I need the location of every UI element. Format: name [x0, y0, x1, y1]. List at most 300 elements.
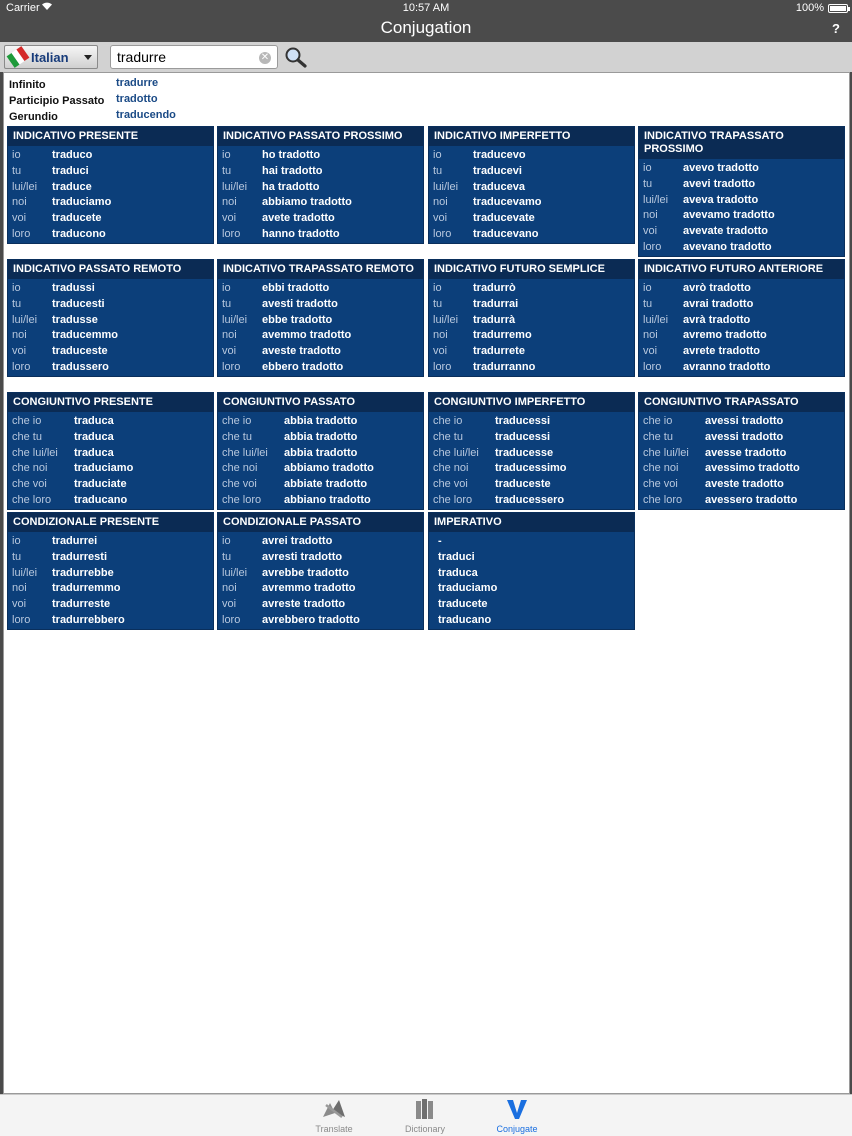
- verb-form: traducevo: [473, 149, 526, 161]
- pronoun: loro: [222, 360, 241, 373]
- language-label: Italian: [31, 49, 69, 65]
- verb-form: traducessi: [495, 415, 551, 427]
- conjugation-row: [429, 211, 634, 227]
- verb-form: avemmo tradotto: [262, 329, 352, 342]
- pronoun: che noi: [433, 462, 469, 475]
- conjugation-row: [8, 597, 213, 613]
- verb-form: avevamo tradotto: [683, 209, 775, 222]
- pronoun: io: [643, 282, 652, 294]
- conjugation-row: [218, 195, 423, 211]
- verb-form: avremmo tradotto: [262, 582, 356, 595]
- pronoun: che loro: [222, 493, 262, 506]
- tense-box: [428, 126, 635, 244]
- tense-box: [217, 126, 424, 244]
- pronoun: tu: [222, 164, 232, 177]
- search-input[interactable]: [117, 48, 257, 66]
- tab-dictionary[interactable]: [395, 1095, 455, 1136]
- conjugation-row: [218, 493, 423, 509]
- pronoun: che lui/lei: [222, 446, 268, 459]
- tense-box: [428, 259, 635, 377]
- pronoun: noi: [433, 329, 448, 342]
- pronoun: loro: [433, 360, 452, 373]
- tab-label: Conjugate: [496, 1124, 538, 1134]
- verb-form: -: [438, 535, 442, 547]
- pronoun: voi: [433, 212, 448, 225]
- pronoun: lui/lei: [12, 180, 38, 193]
- verb-form: abbia tradotto: [284, 430, 358, 443]
- pronoun: che io: [222, 415, 252, 427]
- verb-form: traduca: [74, 415, 114, 427]
- verb-form: traducevamo: [473, 196, 542, 209]
- pronoun: noi: [643, 329, 658, 342]
- verb-form: traduce: [52, 180, 92, 193]
- verb-form: ebbi tradotto: [262, 282, 330, 294]
- pronoun: io: [433, 149, 442, 161]
- verb-form: aveste tradotto: [705, 478, 784, 491]
- tense-title: CONGIUNTIVO PRESENTE: [8, 393, 213, 412]
- pronoun: io: [222, 535, 231, 547]
- conjugation-row: [429, 566, 634, 582]
- conjugation-row: [639, 313, 844, 329]
- conjugation-row: [218, 566, 423, 582]
- summary-value: tradotto: [116, 93, 158, 105]
- conjugation-row: [8, 313, 213, 329]
- verb-form: traducessi: [495, 430, 551, 443]
- tense-box: [638, 259, 845, 377]
- pronoun: lui/lei: [222, 313, 248, 326]
- conjugation-row: [218, 613, 423, 629]
- verb-form: traduci: [52, 164, 89, 177]
- conjugation-row: [8, 344, 213, 360]
- status-time: 10:57 AM: [402, 2, 450, 14]
- tab-label: Dictionary: [404, 1124, 445, 1134]
- conjugation-row: [218, 297, 423, 313]
- pronoun: che io: [643, 415, 673, 427]
- pronoun: loro: [12, 613, 31, 626]
- verb-form: traducano: [74, 493, 128, 506]
- conjugate-icon: [487, 1095, 547, 1121]
- conjugation-row: [218, 313, 423, 329]
- conjugation-row: [218, 360, 423, 376]
- conjugation-row: [8, 164, 213, 180]
- conjugation-row: [218, 446, 423, 462]
- conjugation-row: [429, 461, 634, 477]
- tense-box: [7, 126, 214, 244]
- pronoun: noi: [222, 196, 237, 209]
- pronoun: noi: [12, 329, 27, 342]
- tense-box: [217, 512, 424, 630]
- conjugation-row: [218, 180, 423, 196]
- pronoun: che io: [433, 415, 463, 427]
- conjugation-row: [8, 477, 213, 493]
- pronoun: lui/lei: [12, 566, 38, 579]
- verb-form: tradurremo: [473, 329, 532, 342]
- conjugation-row: [8, 581, 213, 597]
- tense-title: CONDIZIONALE PRESENTE: [8, 513, 213, 532]
- tab-bar: [0, 1094, 852, 1136]
- verb-form: ho tradotto: [262, 149, 321, 161]
- help-button[interactable]: ?: [832, 21, 840, 36]
- pronoun: che loro: [433, 493, 473, 506]
- pronoun: loro: [643, 360, 662, 373]
- verb-form: avete tradotto: [262, 212, 335, 225]
- verb-form: tradurrebbero: [52, 613, 125, 626]
- verb-form: avrò tradotto: [683, 282, 751, 294]
- search-icon[interactable]: [284, 46, 308, 68]
- pronoun: che tu: [12, 430, 42, 443]
- verb-form: abbiamo tradotto: [262, 196, 352, 209]
- verb-form: tradurremmo: [52, 582, 121, 595]
- verb-form: avrete tradotto: [683, 345, 761, 358]
- translate-icon: [304, 1095, 364, 1121]
- conjugation-row: [639, 461, 844, 477]
- verb-form: avevo tradotto: [683, 162, 759, 174]
- pronoun: io: [222, 282, 231, 294]
- pronoun: voi: [222, 212, 237, 225]
- tense-title: INDICATIVO FUTURO ANTERIORE: [639, 260, 844, 279]
- dictionary-icon: [395, 1095, 455, 1121]
- tense-title: INDICATIVO FUTURO SEMPLICE: [429, 260, 634, 279]
- verb-form: traduco: [52, 149, 93, 161]
- verb-form: aveva tradotto: [683, 193, 759, 206]
- verb-form: ebbe tradotto: [262, 313, 333, 326]
- verb-form: tradurranno: [473, 360, 536, 373]
- verb-form: tradusse: [52, 313, 98, 326]
- conjugation-row: [8, 430, 213, 446]
- verb-form: aveste tradotto: [262, 345, 341, 358]
- verb-form: tradurrò: [473, 282, 516, 294]
- pronoun: io: [12, 282, 21, 294]
- pronoun: voi: [222, 345, 237, 358]
- verb-form: avevi tradotto: [683, 177, 756, 190]
- conjugation-row: [429, 581, 634, 597]
- tab-conjugate[interactable]: [487, 1095, 547, 1136]
- tense-box: [428, 512, 635, 630]
- verb-form: traducesti: [52, 297, 105, 310]
- conjugation-row: [429, 550, 634, 566]
- verb-form: avessi tradotto: [705, 415, 784, 427]
- conjugation-row: [8, 414, 213, 430]
- tense-box: [7, 392, 214, 510]
- pronoun: noi: [643, 209, 658, 222]
- verb-form: traduciamo: [74, 462, 134, 475]
- language-select[interactable]: [4, 45, 98, 69]
- verb-form: traduciamo: [52, 196, 112, 209]
- conjugation-row: [8, 550, 213, 566]
- verb-form: traducessimo: [495, 462, 567, 475]
- verb-form: avesse tradotto: [705, 446, 787, 459]
- conjugation-row: [639, 240, 844, 256]
- conjugation-row: [429, 313, 634, 329]
- battery-percent: 100%: [795, 2, 824, 14]
- tense-box: [638, 392, 845, 510]
- pronoun: io: [12, 149, 21, 161]
- pronoun: lui/lei: [222, 566, 248, 579]
- conjugation-row: [8, 446, 213, 462]
- pronoun: voi: [12, 212, 27, 225]
- conjugation-row: [429, 446, 634, 462]
- pronoun: che tu: [643, 430, 673, 443]
- conjugation-row: [218, 461, 423, 477]
- tense-title: CONGIUNTIVO PASSATO: [218, 393, 423, 412]
- page-title: Conjugation: [380, 18, 472, 37]
- pronoun: che loro: [12, 493, 52, 506]
- verb-form: traduceva: [473, 180, 525, 193]
- conjugation-row: [218, 211, 423, 227]
- conjugation-row: [429, 493, 634, 509]
- tense-title: CONGIUNTIVO IMPERFETTO: [429, 393, 634, 412]
- verb-form: traducemmo: [52, 329, 119, 342]
- verb-form: avranno tradotto: [683, 360, 771, 373]
- conjugation-row: [639, 177, 844, 193]
- verb-form: traduci: [438, 550, 475, 563]
- verb-form: tradussi: [52, 282, 95, 294]
- pronoun: tu: [433, 297, 443, 310]
- tense-title: INDICATIVO PASSATO REMOTO: [8, 260, 213, 279]
- verb-form: avessi tradotto: [705, 430, 784, 443]
- pronoun: che voi: [433, 478, 468, 491]
- pronoun: tu: [222, 297, 232, 310]
- pronoun: che noi: [222, 462, 258, 475]
- status-bar: [0, 0, 852, 17]
- conjugation-row: [8, 493, 213, 509]
- pronoun: tu: [643, 297, 653, 310]
- pronoun: lui/lei: [433, 313, 459, 326]
- pronoun: lui/lei: [222, 180, 248, 193]
- tab-translate[interactable]: [304, 1095, 364, 1136]
- pronoun: noi: [12, 196, 27, 209]
- conjugation-row: [429, 164, 634, 180]
- conjugation-row: [429, 148, 634, 164]
- verb-form: traduceste: [52, 345, 108, 358]
- pronoun: che lui/lei: [12, 446, 58, 459]
- verb-form: traducano: [438, 613, 492, 626]
- verb-form: tradurrei: [52, 535, 98, 547]
- conjugation-row: [218, 281, 423, 297]
- pronoun: io: [643, 162, 652, 174]
- conjugation-row: [218, 414, 423, 430]
- conjugation-row: [639, 446, 844, 462]
- pronoun: voi: [433, 345, 448, 358]
- conjugation-row: [218, 148, 423, 164]
- conjugation-row: [8, 360, 213, 376]
- conjugation-row: [639, 493, 844, 509]
- verb-form: hanno tradotto: [262, 227, 340, 240]
- pronoun: loro: [433, 227, 452, 240]
- verb-form: avessero tradotto: [705, 493, 798, 506]
- tense-title: INDICATIVO PASSATO PROSSIMO: [218, 127, 423, 146]
- verb-form: avrei tradotto: [262, 535, 333, 547]
- verb-form: tradurresti: [52, 550, 108, 563]
- verb-form: avrebbe tradotto: [262, 566, 349, 579]
- tab-label: Translate: [315, 1124, 353, 1134]
- conjugation-row: [218, 581, 423, 597]
- pronoun: io: [222, 149, 231, 161]
- conjugation-row: [8, 180, 213, 196]
- verb-form: tradurrebbe: [52, 566, 114, 579]
- conjugation-row: [639, 430, 844, 446]
- tense-title: INDICATIVO TRAPASSATO PROSSIMO: [639, 127, 844, 159]
- pronoun: io: [433, 282, 442, 294]
- pronoun: che voi: [222, 478, 257, 491]
- pronoun: che voi: [12, 478, 47, 491]
- conjugation-row: [429, 477, 634, 493]
- pronoun: che voi: [643, 478, 678, 491]
- conjugation-row: [8, 281, 213, 297]
- pronoun: che lui/lei: [643, 446, 689, 459]
- conjugation-row: [218, 164, 423, 180]
- conjugation-row: [218, 430, 423, 446]
- verb-form: traducevano: [473, 227, 539, 240]
- conjugation-row: [218, 597, 423, 613]
- conjugation-row: [429, 414, 634, 430]
- verb-form: ha tradotto: [262, 180, 320, 193]
- pronoun: noi: [222, 329, 237, 342]
- pronoun: tu: [643, 177, 653, 190]
- verb-form: tradurreste: [52, 598, 111, 611]
- verb-form: tradurrà: [473, 313, 516, 326]
- verb-form: avrebbero tradotto: [262, 613, 360, 626]
- pronoun: loro: [222, 613, 241, 626]
- conjugation-row: [639, 344, 844, 360]
- italy-flag-icon: [7, 46, 30, 68]
- verb-form: avessimo tradotto: [705, 462, 800, 475]
- conjugation-row: [429, 597, 634, 613]
- conjugation-row: [639, 161, 844, 177]
- tense-box: [217, 259, 424, 377]
- conjugation-row: [8, 297, 213, 313]
- conjugation-row: [8, 534, 213, 550]
- tense-box: [7, 512, 214, 630]
- tense-box: [638, 126, 845, 257]
- verb-form: traducete: [438, 598, 488, 611]
- conjugation-row: [429, 328, 634, 344]
- verb-form: abbia tradotto: [284, 415, 358, 427]
- pronoun: tu: [12, 550, 22, 563]
- verb-form: tradussero: [52, 360, 109, 373]
- verb-form: avremo tradotto: [683, 329, 767, 342]
- summary-value: traducendo: [116, 109, 176, 121]
- pronoun: loro: [12, 227, 31, 240]
- pronoun: lui/lei: [433, 180, 459, 193]
- conjugation-row: [8, 148, 213, 164]
- conjugation-row: [218, 477, 423, 493]
- pronoun: tu: [12, 297, 22, 310]
- pronoun: voi: [643, 345, 658, 358]
- pronoun: io: [12, 535, 21, 547]
- verb-form: traducevi: [473, 164, 522, 177]
- conjugation-row: [8, 566, 213, 582]
- pronoun: voi: [643, 225, 658, 238]
- verb-form: traduca: [74, 446, 114, 459]
- verb-form: avrai tradotto: [683, 297, 754, 310]
- conjugation-row: [429, 227, 634, 243]
- summary-value: tradurre: [116, 77, 159, 89]
- conjugation-row: [429, 297, 634, 313]
- conjugation-row: [639, 477, 844, 493]
- pronoun: noi: [433, 196, 448, 209]
- conjugation-row: [218, 344, 423, 360]
- verb-form: traduciate: [74, 478, 127, 491]
- conjugation-row: [218, 328, 423, 344]
- conjugation-row: [218, 227, 423, 243]
- conjugation-row: [639, 297, 844, 313]
- conjugation-row: [639, 414, 844, 430]
- pronoun: voi: [12, 598, 27, 611]
- dropdown-arrow-icon: [84, 55, 92, 60]
- pronoun: tu: [433, 164, 443, 177]
- conjugation-row: [639, 193, 844, 209]
- conjugation-row: [8, 613, 213, 629]
- tense-box: [428, 392, 635, 510]
- verb-form: traduca: [438, 566, 478, 579]
- tense-title: IMPERATIVO: [429, 513, 634, 532]
- conjugation-row: [429, 344, 634, 360]
- conjugation-row: [639, 281, 844, 297]
- tense-title: INDICATIVO TRAPASSATO REMOTO: [218, 260, 423, 279]
- verb-form: traducono: [52, 227, 106, 240]
- conjugation-row: [429, 534, 634, 550]
- pronoun: che noi: [12, 462, 48, 475]
- verb-form: traducessero: [495, 493, 565, 506]
- conjugation-row: [8, 195, 213, 211]
- conjugation-row: [429, 430, 634, 446]
- pronoun: che io: [12, 415, 42, 427]
- verb-form: traduca: [74, 430, 114, 443]
- battery-icon: [828, 4, 848, 13]
- tense-title: CONGIUNTIVO TRAPASSATO: [639, 393, 844, 412]
- pronoun: tu: [222, 550, 232, 563]
- verb-form: traducevate: [473, 212, 535, 225]
- verb-form: abbia tradotto: [284, 446, 358, 459]
- tense-title: INDICATIVO IMPERFETTO: [429, 127, 634, 146]
- conjugation-row: [8, 328, 213, 344]
- conjugation-row: [8, 227, 213, 243]
- verb-form: avesti tradotto: [262, 297, 338, 310]
- verb-form: traduciamo: [438, 582, 498, 595]
- conjugation-row: [429, 360, 634, 376]
- pronoun: tu: [12, 164, 22, 177]
- conjugation-row: [429, 195, 634, 211]
- pronoun: loro: [222, 227, 241, 240]
- verb-form: hai tradotto: [262, 164, 323, 177]
- tense-title: INDICATIVO PRESENTE: [8, 127, 213, 146]
- tense-box: [217, 392, 424, 510]
- summary-label: Participio Passato: [9, 95, 105, 107]
- conjugation-content: [3, 72, 850, 1094]
- pronoun: che noi: [643, 462, 679, 475]
- verb-form: abbiamo tradotto: [284, 462, 374, 475]
- clear-icon[interactable]: ✕: [260, 52, 270, 63]
- verb-form: avreste tradotto: [262, 598, 346, 611]
- conjugation-row: [218, 534, 423, 550]
- verb-form: traducesse: [495, 446, 554, 459]
- pronoun: che loro: [643, 493, 683, 506]
- pronoun: noi: [12, 582, 27, 595]
- verb-form: avevate tradotto: [683, 225, 768, 238]
- verb-form: abbiano tradotto: [284, 493, 371, 506]
- conjugation-row: [639, 328, 844, 344]
- carrier-label: Carrier: [6, 2, 40, 14]
- verb-form: tradurrete: [473, 345, 525, 358]
- conjugation-row: [218, 550, 423, 566]
- search-box: [110, 45, 278, 69]
- conjugation-row: [429, 180, 634, 196]
- verb-form: abbiate tradotto: [284, 478, 368, 491]
- pronoun: che tu: [222, 430, 252, 443]
- conjugation-row: [639, 360, 844, 376]
- verb-form: traducete: [52, 212, 102, 225]
